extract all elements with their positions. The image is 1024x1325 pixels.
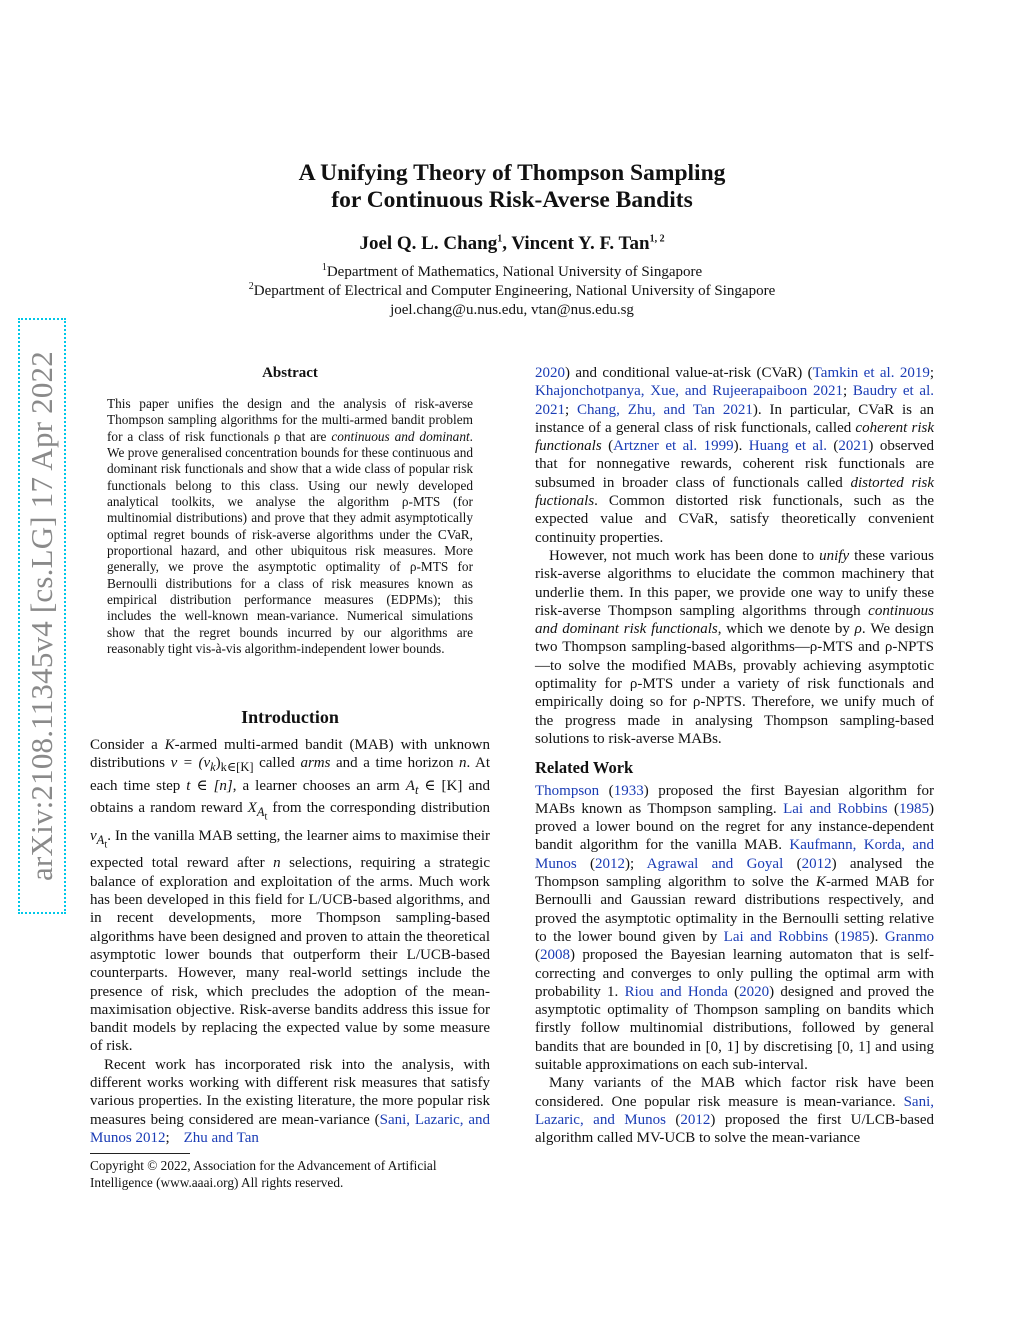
arxiv-id: arXiv:2108.11345v4 [cs.LG] 17 Apr 2022 bbox=[24, 351, 59, 881]
citation-link[interactable]: Khajonchotpanya, Xue, and Rujeerapaiboon 2021 bbox=[535, 383, 843, 400]
related-work-heading: Related Work bbox=[535, 758, 634, 778]
title-line-2: for Continuous Risk-Averse Bandits bbox=[331, 187, 693, 213]
citation-link[interactable]: 2021 bbox=[838, 438, 869, 455]
intro-paragraph-3: However, not much work has been done to unify these various risk-averse algorithms to elucidate the common machinery that underlie them. In this paper, we provide one way to unify these risk-averse Thompson sampling algorithms through continuous and dominant risk functionals, which we denote by ρ. We design two Thompson sampling-based algorithms—ρ-MTS and ρ-NPTS—to solve the modified MABs, provably achieving asymptotic optimality for ρ-MTS under a variety of risk functionals and empirically doing so for ρ-NPTS. Therefore, we unify much of the progress made in analysing Thompson sampling-based solutions to risk-averse MABs. bbox=[535, 547, 934, 747]
citation-link[interactable]: Sani, Lazaric, and Munos bbox=[90, 1111, 490, 1146]
intro-paragraph-2: Recent work has incorporated risk into the analysis, with different works working with different risk measures that satisfy various properties. In the existing literature, the more popular risk measures being considered are mean-variance (Sani, Lazaric, and Munos 2012; Zhu and Tan bbox=[90, 1056, 490, 1146]
intro-continuation: 2020) and conditional value-at-risk (CVaR) (Tamkin et al. 2019; Khajonchotpanya, Xue, and Rujeerapaiboon 2021; Baudry et al. 2021; Chang, Zhu, and Tan 2021). In particular, CVaR is an instance of a general class of risk functionals, called coherent risk functionals (Artzner et al. 1999). Huang et al. (2021) observed that for nonnegative rewards, coherent risk functionals are subsumed in broader class of functionals called distorted risk fuctionals. Common distorted risk functionals, such as the expected value and CVaR, satisfy theoretically convenient continuity properties. bbox=[535, 365, 935, 546]
affiliation-1: $^1$Department of Mathematics, National University of Singapore bbox=[321, 262, 703, 280]
copyright-footnote: Copyright © 2022, Association for the Advancement of Artificial Intelligence (www.aaai.org) All rights reserved. bbox=[90, 1158, 437, 1190]
right-column bbox=[535, 364, 934, 1147]
citation-link[interactable]: 1933 bbox=[613, 782, 644, 799]
citation-link[interactable]: Zhu and Tan bbox=[183, 1129, 259, 1146]
citation-link[interactable]: 2012 bbox=[595, 855, 625, 872]
abstract-heading: Abstract bbox=[262, 365, 318, 381]
citation-link[interactable]: 1985 bbox=[899, 800, 930, 817]
related-work-paragraph-1: Thompson (1933) proposed the first Bayesian algorithm for MABs known as Thompson sampling. Lai and Robbins (1985) proved a lower bound on the regret for any instance-dependent bandit algorithm for the vanilla MAB. Kaufmann, Korda, and Munos (2012); Agrawal and Goyal (2012) analysed the Thompson sampling algorithm to solve the K-armed MAB for Bernoulli and Gaussian reward distributions respectively, and proved the asymptotic optimality in the Bernoulli setting relative to the lower bound given by Lai and Robbins (1985). Granmo (2008) proposed the Bayesian learning automaton that is self-correcting and converges to only pulling the optimal arm with probability 1. Riou and Honda (2020) designed and proved the asymptotic optimality of Thompson sampling on bandits which firstly follow multinomial distributions, followed by general bandits that are bounded in [0, 1] by discretising [0, 1] and using suitable approximations on each sub-interval. bbox=[535, 782, 935, 1073]
author-separator: , bbox=[502, 233, 512, 254]
author-2-affil: 1, 2 bbox=[649, 233, 665, 245]
citation-link[interactable]: 2012 bbox=[135, 1129, 166, 1146]
citation-link[interactable]: Agrawal and Goyal bbox=[646, 855, 784, 872]
citation-link[interactable]: Chang, Zhu, and Tan 2021 bbox=[577, 401, 753, 418]
citation-link[interactable]: Sani, Lazaric, and Munos bbox=[535, 1093, 934, 1128]
citation-link[interactable]: Kaufmann, Korda, and Munos bbox=[535, 837, 934, 872]
title-line-1: A Unifying Theory of Thompson Sampling bbox=[298, 160, 726, 186]
citation-link[interactable]: 2012 bbox=[801, 855, 832, 872]
citation-link[interactable]: Lai and Robbins bbox=[723, 928, 829, 945]
left-column bbox=[90, 736, 490, 1147]
author-2: Vincent Y. F. Tan bbox=[511, 233, 650, 254]
footnote-rule bbox=[90, 1153, 190, 1154]
introduction-heading: Introduction bbox=[241, 707, 339, 727]
citation-link[interactable]: Artzner et al. 1999 bbox=[613, 438, 734, 455]
citation-link[interactable]: 2020 bbox=[535, 365, 565, 381]
authors bbox=[180, 233, 844, 255]
affiliation-2: $^2$Department of Electrical and Computer Engineering, National University of Singapore bbox=[248, 281, 776, 299]
affiliations bbox=[130, 263, 894, 320]
citation-link[interactable]: Riou and Honda bbox=[624, 983, 728, 1000]
arxiv-stamp bbox=[18, 318, 66, 914]
citation-link[interactable]: Tamkin et al. 2019 bbox=[812, 365, 930, 381]
citation-link[interactable]: Lai and Robbins bbox=[783, 800, 888, 817]
citation-link[interactable]: Baudry et al. 2021 bbox=[535, 383, 934, 418]
paper-title bbox=[180, 160, 844, 214]
citation-link[interactable]: 2012 bbox=[680, 1111, 711, 1128]
abstract-body: This paper unifies the design and the analysis of risk-averse Thompson sampling algorithms for the multi-armed bandit problem for a class of risk functionals ρ that are continuous and dominant. We prove generalised concentration bounds for these continuous and dominant risk functionals and show that a wide class of popular risk functionals belong to this class. Using our newly developed analytical toolkits, we analyse the algorithm ρ-MTS (for multinomial distributions) and prove that they admit asymptotically optimal regret bounds of risk-averse algorithms under the CVaR, proportional hazard, and other ubiquitous risk measures. More generally, we prove the asymptotic optimality of ρ-MTS for Bernoulli distributions for a class of risk measures known as empirical distribution performance measures (EDPMs); this includes the well-known mean-variance. Numerical simulations show that the regret bounds incurred by our algorithms are reasonably tight vis-à-vis algorithm-independent lower bounds. bbox=[107, 396, 473, 657]
citation-link[interactable]: 2008 bbox=[540, 947, 570, 964]
author-1: Joel Q. L. Chang bbox=[359, 233, 498, 254]
author-1-affil: 1 bbox=[497, 233, 503, 245]
author-emails: joel.chang@u.nus.edu, vtan@nus.edu.sg bbox=[390, 302, 634, 318]
citation-link[interactable]: Huang et al. bbox=[748, 438, 827, 455]
citation-link[interactable]: 1985 bbox=[839, 928, 870, 945]
citation-link[interactable]: 2020 bbox=[739, 983, 770, 1000]
related-work-paragraph-2: Many variants of the MAB which factor risk have been considered. One popular risk measure is mean-variance. Sani, Lazaric, and Munos (2012) proposed the first U/LCB-based algorithm called MV-UCB to solve the mean-variance bbox=[535, 1075, 935, 1147]
citation-link[interactable]: Thompson bbox=[535, 782, 600, 799]
citation-link[interactable]: Granmo bbox=[884, 928, 935, 945]
intro-paragraph-1: Consider a K-armed multi-armed bandit (MAB) with unknown distributions $\nu = (\nu_k)_{k\in[K]}$ called arms and a time horizon n. At each time step t ∈ [n], a learner chooses an arm $A_t$ ∈ [K] and obtains a random reward $X_{A_t}$ from the corresponding distribution $\nu_{A_t}$. In the vanilla MAB setting, the learner aims to maximise their expected total reward after n selections, requiring a strategic balance of exploration and exploitation of the arms. Much work has been developed in this field for L/UCB-based algorithms, and in recent developments, more Thompson sampling-based algorithms have been designed and proven to attain the theoretical asymptotic lower bounds that outperform their L/UCB-based counterparts. However, many real-world settings include the presence of risk, which precludes the adoption of the mean-maximisation objective. Risk-averse bandits address this issue for bandit models by replacing the expected value by some measure of risk. bbox=[90, 737, 491, 1055]
